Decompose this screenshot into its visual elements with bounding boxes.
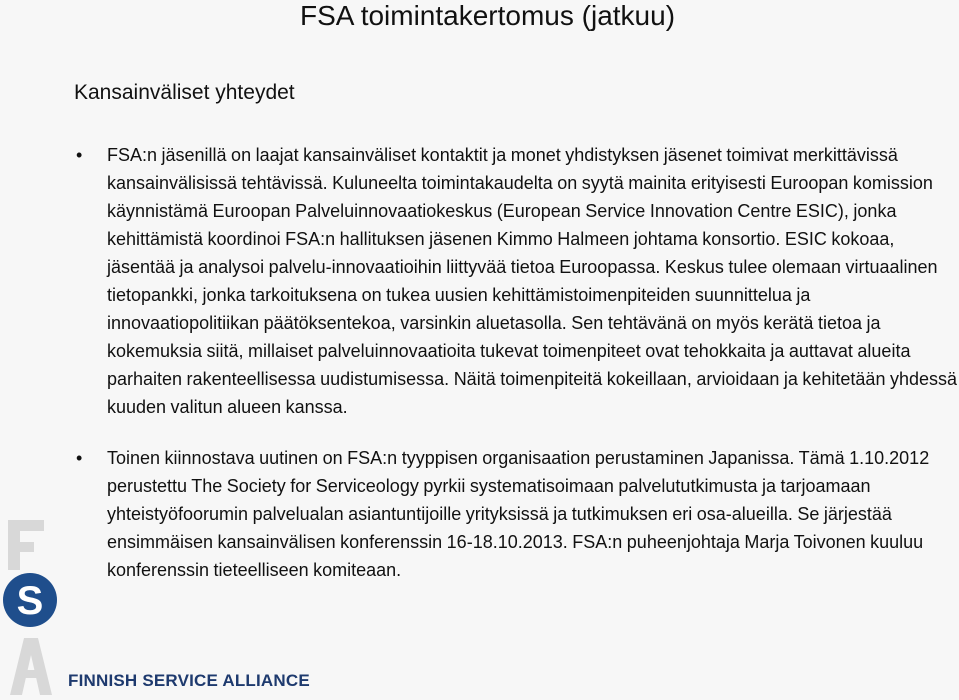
bullet-item-1 [76,141,959,421]
slide-title: FSA toimintakertomus (jatkuu) [300,0,676,31]
fsa-logo [0,520,70,695]
fsa-logo-mark-icon [0,520,70,695]
bullet-text: Toinen kiinnostava uutinen on FSA:n tyyppisen organisaation perustaminen Japanissa. Tämä 1.10.2012 perustettu The Society for Serviceology pyrkii systematisoimaan palvelututkimusta ja tarjoamaan yhteistyöfoorumin palvelualan asiantuntijoille yrityksissä ja tutkimuksen eri osa-alueilla. Se järjestää ensimmäisen kansainvälisen konferenssin 16-18.10.2013. FSA:n puheenjohtaja Marja Toivonen kuuluu konferenssin tieteelliseen komiteaan. [107,448,930,580]
bullet-icon: • [76,448,83,468]
bullet-item-2 [76,444,959,584]
bullet-text: FSA:n jäsenillä on laajat kansainväliset kontaktit ja monet yhdistyksen jäsenet toimivat merkittävissä kansainvälisissä tehtävissä. Kuluneelta toimintakaudelta on syytä mainita erityisesti Euroopan komission käynnistämä Euroopan Palveluinnovaatiokeskus (European Service Innovation Centre ESIC), jonka kehittämistä koordinoi FSA:n hallituksen jäsenen Kimmo Halmeen johtama konsortio. ESIC kokoaa, jäsentää ja analysoi palvelu-innovaatioihin liittyvää tietoa Euroopassa. Keskus tulee olemaan virtuaalinen tietopankki, jonka tarkoituksena on tukea uusien kehittämistoimenpiteiden suunnittelua ja innovaatiopolitiikan päätöksentekoa, varsinkin aluetasolla. Sen tehtävänä on myös kerätä tietoa ja kokemuksia siitä, millaiset palveluinnovaatioita tukevat toimenpiteet ovat tehokkaita ja auttavat alueita parhaiten rakenteellisessa uudistumisessa. Näitä toimenpiteitä kokeillaan, arvioidaan ja kehitetään yhdessä kuuden valitun alueen kanssa. [107,145,957,417]
logo-letter: S [16,579,44,623]
section-heading: Kansainväliset yhteydet [74,81,295,104]
bullet-list [76,141,959,584]
org-name: FINNISH SERVICE ALLIANCE [68,671,310,690]
bullet-icon: • [76,145,83,165]
